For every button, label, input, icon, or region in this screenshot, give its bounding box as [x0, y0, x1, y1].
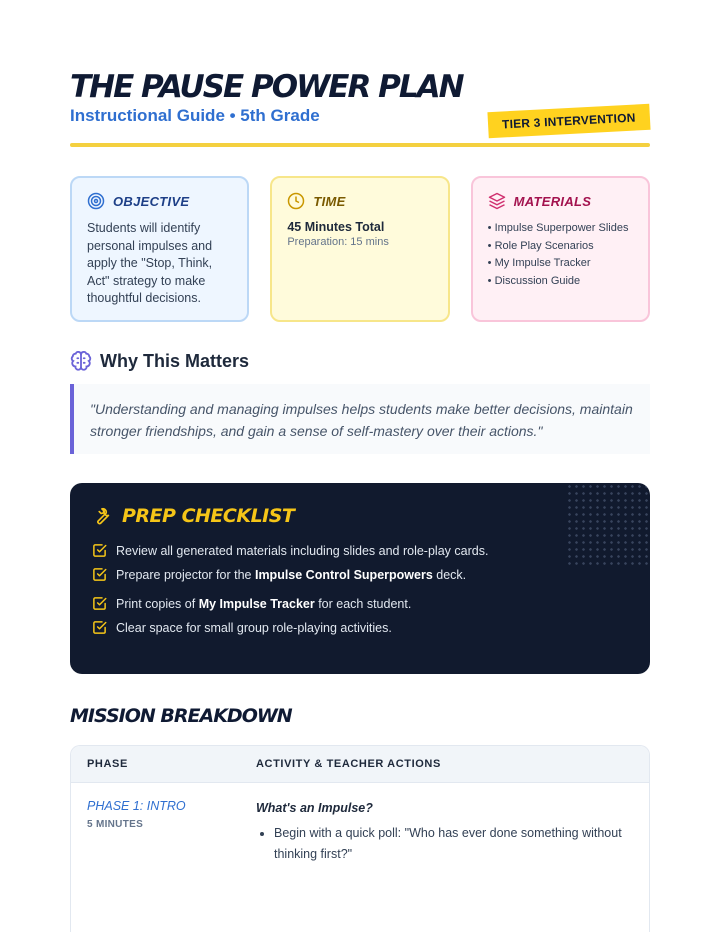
- activity-list: [256, 823, 631, 865]
- header: [70, 69, 650, 132]
- list-item: • My Impulse Tracker: [488, 255, 633, 273]
- checkbox-checked-icon[interactable]: [92, 543, 107, 558]
- time-total: 45 Minutes Total: [287, 220, 385, 234]
- materials-card: [471, 176, 650, 322]
- column-header-phase: PHASE: [87, 758, 128, 770]
- checklist-item[interactable]: [92, 620, 628, 635]
- list-item: • Role Play Scenarios: [488, 238, 633, 256]
- checklist-item[interactable]: [92, 596, 628, 611]
- wrench-icon: [92, 506, 112, 526]
- info-cards: [70, 176, 650, 322]
- checklist-item[interactable]: [92, 543, 628, 558]
- why-heading: [70, 350, 249, 372]
- checklist-text: Print copies of My Impulse Tracker for each student.: [116, 596, 412, 611]
- checklist-text: Prepare projector for the Impulse Control Superpowers deck.: [116, 567, 467, 582]
- page-subtitle: Instructional Guide • 5th Grade: [70, 106, 320, 126]
- target-icon: [87, 192, 105, 210]
- time-prep: Preparation: 15 mins: [287, 236, 389, 248]
- objective-title: OBJECTIVE: [113, 193, 190, 209]
- time-card: [270, 176, 449, 322]
- table-row: [71, 783, 649, 865]
- tier-badge: TIER 3 INTERVENTION: [488, 104, 651, 138]
- layers-icon: [488, 192, 506, 210]
- checklist-text: Clear space for small group role-playing activities.: [116, 620, 392, 635]
- quote-block: [70, 384, 650, 454]
- objective-card: [70, 176, 249, 322]
- brain-icon: [70, 350, 92, 372]
- phase-name: PHASE 1: INTRO: [87, 799, 186, 813]
- header-divider: [70, 143, 650, 147]
- section-title: Why This Matters: [100, 350, 250, 371]
- clock-icon: [287, 192, 305, 210]
- activity-title: What's an Impulse?: [256, 801, 373, 815]
- materials-title: MATERIALS: [513, 193, 592, 209]
- prep-title: PREP CHECKLIST: [122, 505, 295, 527]
- checkbox-checked-icon[interactable]: [92, 596, 107, 611]
- phase-duration: 5 MINUTES: [87, 819, 144, 830]
- list-item: • Discussion Guide: [488, 273, 633, 291]
- dot-pattern: [566, 483, 650, 567]
- prep-checklist-panel: [70, 483, 650, 674]
- checkbox-checked-icon[interactable]: [92, 620, 107, 635]
- materials-list: [488, 220, 633, 290]
- checkbox-checked-icon[interactable]: [92, 567, 107, 582]
- quote-text: "Understanding and managing impulses helps students make better decisions, maintain stronger friendships, and gain a sense of self-mastery over their actions.": [90, 401, 633, 439]
- list-item: • Begin with a quick poll: "Who has ever done something without thinking first?": [274, 823, 631, 865]
- checklist-item[interactable]: [92, 567, 628, 582]
- table-header: [71, 746, 649, 783]
- column-header-activity: ACTIVITY & TEACHER ACTIONS: [256, 758, 441, 770]
- mission-table: [70, 745, 650, 932]
- mission-title: MISSION BREAKDOWN: [70, 705, 292, 727]
- checklist-text: Review all generated materials including slides and role-play cards.: [116, 543, 489, 558]
- time-title: TIME: [313, 193, 346, 209]
- page-title: THE PAUSE POWER PLAN: [70, 69, 463, 105]
- list-item: • Impulse Superpower Slides: [488, 220, 633, 238]
- objective-text: Students will identify personal impulses and apply the "Stop, Think, Act" strategy to make thoughtful decisions.: [87, 221, 213, 305]
